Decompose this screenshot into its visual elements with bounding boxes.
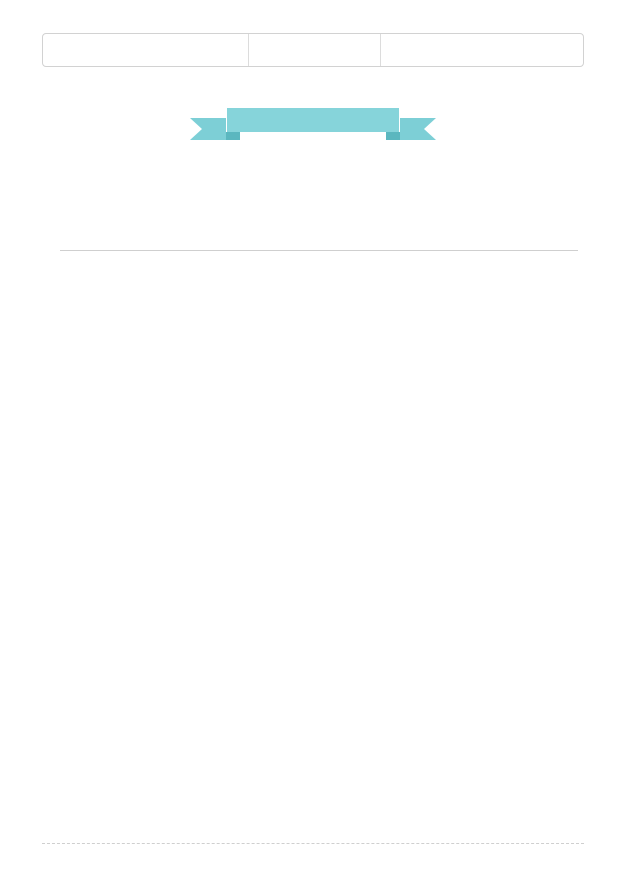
header-divider (380, 34, 381, 66)
footer-divider (42, 843, 584, 844)
subject-banner (190, 104, 436, 140)
student-info-box (42, 33, 584, 67)
subject-label (227, 108, 399, 132)
header-divider (248, 34, 249, 66)
table-header (60, 224, 578, 251)
